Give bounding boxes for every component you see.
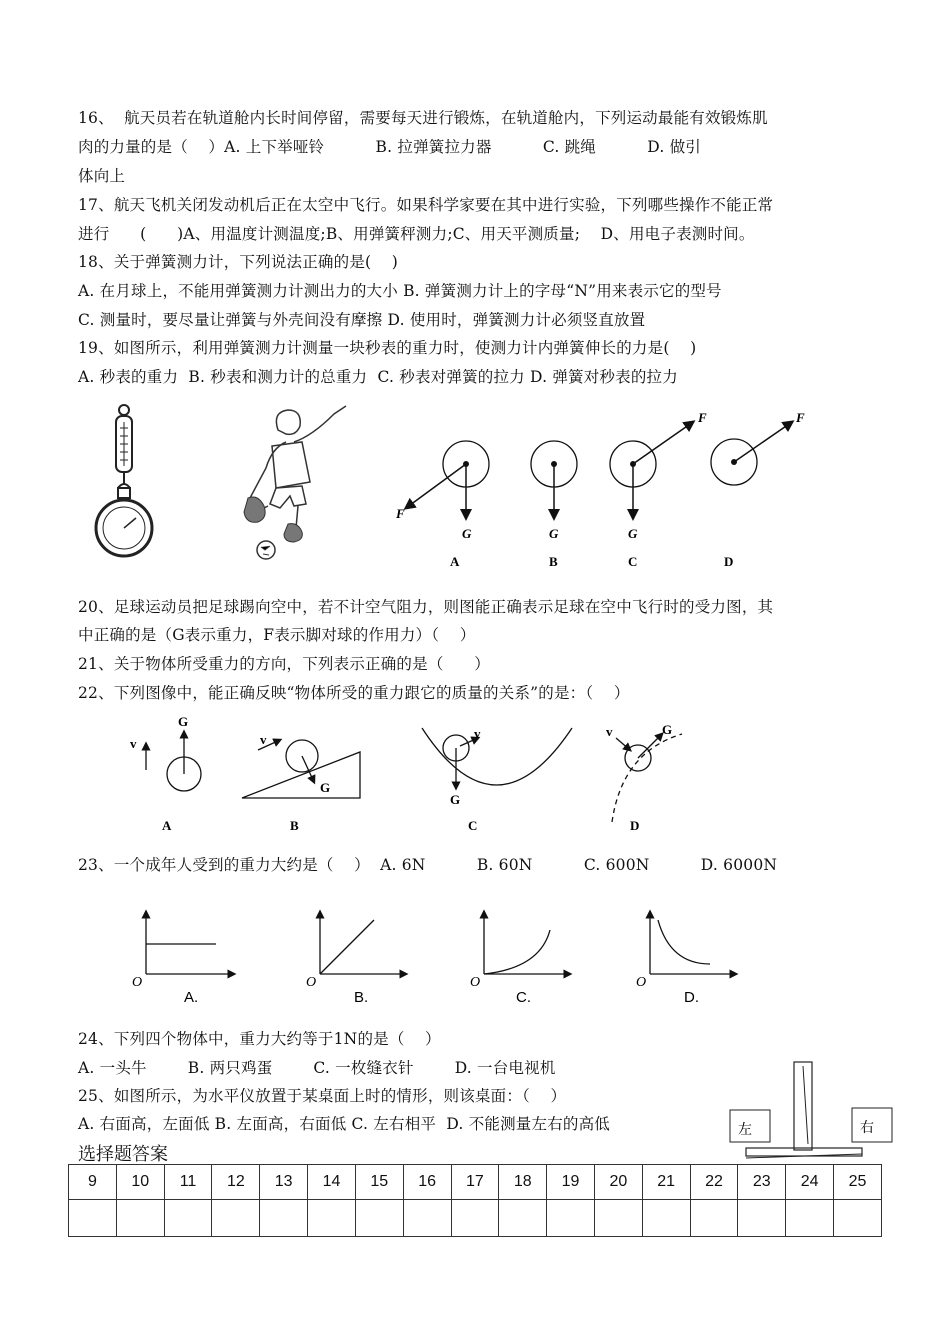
q17-line1: 17、航天飞机关闭发动机后正在太空中飞行。如果科学家要在其中进行实验，下列哪些操作不能正常: [78, 196, 774, 214]
answer-input-row: [69, 1200, 882, 1237]
option-d-label: D: [724, 554, 734, 569]
answer-cell[interactable]: [594, 1200, 642, 1237]
label-f-d: F: [796, 410, 805, 425]
answer-table: [68, 1164, 882, 1237]
answer-cell[interactable]: [212, 1200, 260, 1237]
gravity-direction-figure: [122, 712, 702, 838]
answer-number: 24: [786, 1165, 834, 1200]
answer-number: 18: [499, 1165, 547, 1200]
label-g-b: G: [549, 526, 559, 541]
q22-line1: 22、下列图像中，能正确反映“物体所受的重力跟它的质量的关系”的是：（ ）: [78, 684, 630, 702]
football-player-figure: [228, 402, 356, 562]
answer-cell[interactable]: [499, 1200, 547, 1237]
label-f-c: F: [698, 410, 707, 425]
label-v-d: v: [606, 724, 613, 739]
answer-cell[interactable]: [786, 1200, 834, 1237]
q24-line2: A. 一头牛 B. 两只鸡蛋 C. 一枚缝衣针 D. 一台电视机: [78, 1059, 556, 1077]
answer-cell[interactable]: [547, 1200, 595, 1237]
level-figure: [726, 1060, 896, 1162]
q23-line1: 23、一个成年人受到的重力大约是（ ） A. 6N B. 60N C. 600N D. 6000N: [78, 856, 778, 874]
q16-line2: 肉的力量的是（ ）A. 上下举哑铃 B. 拉弹簧拉力器 C. 跳绳 D. 做引: [78, 138, 702, 156]
answer-number: 14: [308, 1165, 356, 1200]
q25-line2: A. 右面高，左面低 B. 左面高，右面低 C. 左右相平 D. 不能测量左右的高低: [78, 1115, 610, 1133]
option-b-dir-label: B: [290, 818, 299, 833]
option-a-label: A: [450, 554, 460, 569]
answer-cell[interactable]: [355, 1200, 403, 1237]
q24-line1: 24、下列四个物体中，重力大约等于1N的是（ ）: [78, 1030, 441, 1048]
label-g-dir-c: G: [450, 792, 461, 807]
force-diagram-figure: [388, 402, 828, 572]
answer-title: 选择题答案: [78, 1144, 168, 1165]
origin-d: O: [636, 975, 647, 990]
origin-a: O: [132, 975, 143, 990]
answer-header-row: [69, 1165, 882, 1200]
q17-line2: 进行 ( )A、用温度计测温度;B、用弹簧秤测力;C、用天平测质量; D、用电子表测时间。: [78, 225, 755, 243]
answer-number: 12: [212, 1165, 260, 1200]
label-g-dir-a: G: [178, 714, 189, 729]
answer-cell[interactable]: [738, 1200, 786, 1237]
answer-cell[interactable]: [690, 1200, 738, 1237]
label-g-a: G: [462, 526, 472, 541]
label-v-c: v: [474, 726, 481, 741]
q16-line3: 体向上: [78, 167, 126, 185]
graph-d-label: D.: [684, 989, 699, 1006]
label-g-dir-d: G: [662, 722, 673, 737]
graph-a-label: A.: [184, 989, 199, 1006]
graph-c-label: C.: [516, 989, 531, 1006]
answer-cell[interactable]: [308, 1200, 356, 1237]
q18-line3: C. 测量时，要尽量让弹簧与外壳间没有摩擦 D. 使用时，弹簧测力计必须竖直放置: [78, 311, 646, 329]
graph-b-label: B.: [354, 989, 369, 1006]
graph-options-figure: [130, 906, 750, 1006]
stopwatch-scale-figure: [92, 402, 162, 562]
answer-cell[interactable]: [642, 1200, 690, 1237]
answer-number: 16: [403, 1165, 451, 1200]
answer-number: 9: [69, 1165, 117, 1200]
q19-line2: A. 秒表的重力 B. 秒表和测力计的总重力 C. 秒表对弹簧的拉力 D. 弹簧对秒表的拉力: [78, 368, 678, 386]
q18-line1: 18、关于弹簧测力计，下列说法正确的是( ): [78, 253, 399, 271]
answer-cell[interactable]: [834, 1200, 882, 1237]
option-b-label: B: [549, 554, 558, 569]
q18-line2: A. 在月球上，不能用弹簧测力计测出力的大小 B. 弹簧测力计上的字母“N”用来表示它的型号: [78, 282, 722, 300]
answer-number: 11: [164, 1165, 212, 1200]
origin-c: O: [470, 975, 481, 990]
q21-line1: 21、关于物体所受重力的方向，下列表示正确的是（ ）: [78, 655, 490, 673]
level-left-label: 左: [738, 1122, 752, 1138]
answer-number: 17: [451, 1165, 499, 1200]
answer-number: 23: [738, 1165, 786, 1200]
level-right-label: 右: [860, 1120, 874, 1136]
answer-cell[interactable]: [164, 1200, 212, 1237]
q20-line2: 中正确的是（G表示重力，F表示脚对球的作用力）（ ）: [78, 626, 476, 644]
answer-number: 19: [547, 1165, 595, 1200]
label-g-c: G: [628, 526, 638, 541]
q16-line1: 16、 航天员若在轨道舱内长时间停留，需要每天进行锻炼，在轨道舱内，下列运动最能有效锻炼肌: [78, 109, 768, 127]
label-g-dir-b: G: [320, 780, 331, 795]
answer-cell[interactable]: [116, 1200, 164, 1237]
answer-number: 13: [260, 1165, 308, 1200]
answer-number: 10: [116, 1165, 164, 1200]
answer-number: 20: [594, 1165, 642, 1200]
answer-number: 22: [690, 1165, 738, 1200]
answer-cell[interactable]: [403, 1200, 451, 1237]
q25-line1: 25、如图所示，为水平仪放置于某桌面上时的情形，则该桌面：（ ）: [78, 1087, 567, 1105]
label-f-a: F: [396, 506, 405, 521]
option-d-dir-label: D: [630, 818, 640, 833]
label-v-a: v: [130, 736, 137, 751]
option-c-label: C: [628, 554, 638, 569]
option-c-dir-label: C: [468, 818, 478, 833]
option-a-dir-label: A: [162, 818, 172, 833]
answer-number: 25: [834, 1165, 882, 1200]
answer-number: 15: [355, 1165, 403, 1200]
q19-line1: 19、如图所示，利用弹簧测力计测量一块秒表的重力时，使测力计内弹簧伸长的力是( ): [78, 339, 697, 357]
answer-cell[interactable]: [69, 1200, 117, 1237]
origin-b: O: [306, 975, 317, 990]
answer-number: 21: [642, 1165, 690, 1200]
answer-cell[interactable]: [260, 1200, 308, 1237]
answer-cell[interactable]: [451, 1200, 499, 1237]
label-v-b: v: [260, 732, 267, 747]
q20-line1: 20、足球运动员把足球踢向空中，若不计空气阻力，则图能正确表示足球在空中飞行时的受力图，其: [78, 598, 774, 616]
